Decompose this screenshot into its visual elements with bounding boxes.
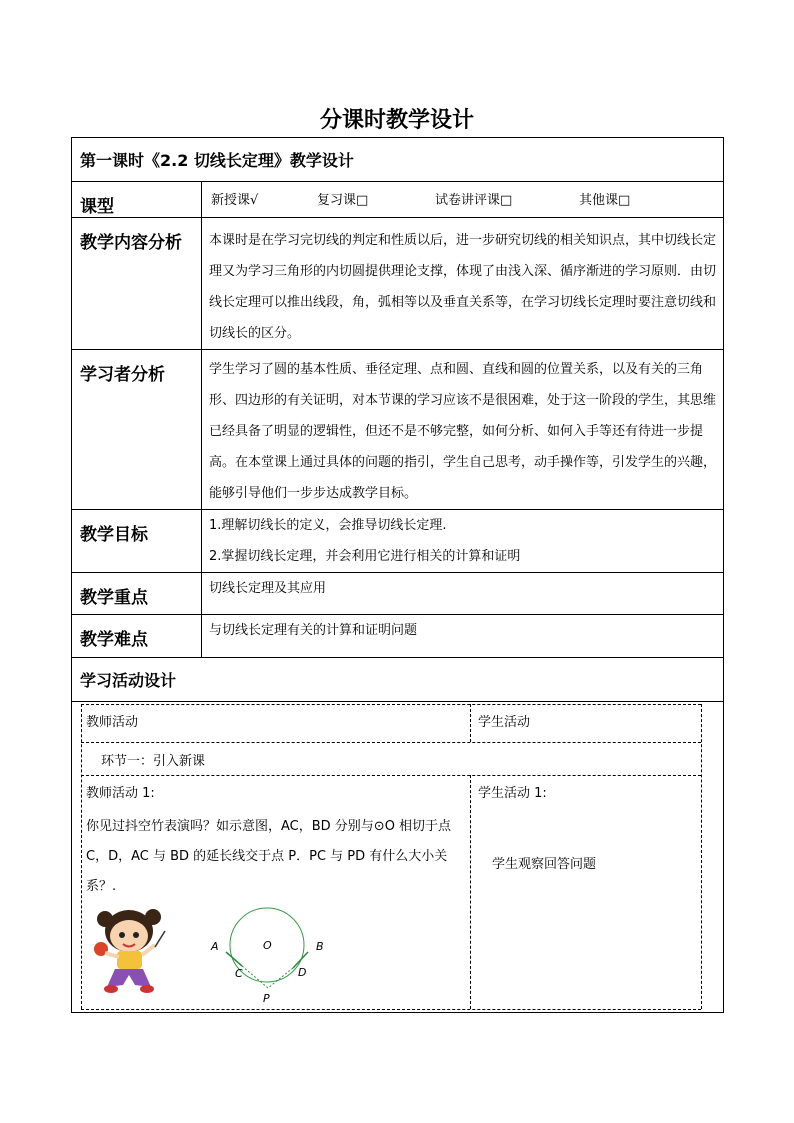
goals-label: 教学目标 — [72, 510, 202, 573]
point-a-label: A — [211, 940, 219, 953]
point-c-label: C — [235, 967, 243, 980]
key-points-label: 教学重点 — [72, 573, 202, 615]
section-one-label: 环节一：引入新课 — [101, 754, 206, 769]
goal-item: 1.理解切线长的定义，会推导切线长定理. — [209, 518, 447, 533]
tangent-figure — [201, 904, 341, 1009]
course-type-review: 复习课□ — [317, 193, 369, 208]
student-activity-title: 学生活动 1: — [478, 786, 547, 801]
course-type-label: 课型 — [72, 182, 202, 218]
course-type-new: 新授课√ — [211, 193, 259, 208]
difficulties-text: 与切线长定理有关的计算和证明问题 — [202, 615, 724, 658]
course-type-options — [202, 182, 724, 218]
learner-analysis-label: 学习者分析 — [72, 350, 202, 510]
lesson-design-table — [71, 137, 724, 1013]
teacher-activity-header: 教师活动 — [86, 715, 139, 730]
student-activity-text: 学生观察回答问题 — [492, 857, 597, 872]
extension-dp — [268, 968, 293, 988]
goals-list — [202, 510, 724, 573]
page-title: 分课时教学设计 — [319, 107, 474, 133]
student-activity-header: 学生活动 — [478, 715, 531, 730]
cartoon-girl-image — [91, 903, 177, 995]
activity-inner-table — [81, 704, 711, 1010]
goal-item: 2.掌握切线长定理，并会利用它进行相关的计算和证明 — [209, 549, 521, 564]
content-analysis-label: 教学内容分析 — [72, 218, 202, 350]
key-points-text: 切线长定理及其应用 — [202, 573, 724, 615]
point-p-label: P — [263, 992, 270, 1005]
teacher-activity-title: 教师活动 1: — [86, 786, 155, 801]
difficulties-label: 教学难点 — [72, 615, 202, 658]
lesson-title: 第一课时《2.2 切线长定理》教学设计 — [72, 138, 724, 182]
learner-analysis-text: 学生学习了圆的基本性质、垂径定理、点和圆、直线和圆的位置关系，以及有关的三角形、四边形的有关证明，对本节课的学习应该不是很困难，处于这一阶段的学生，其思维已经具备了明显的逻辑性，但还不是不够完整，如何分析、如何入手等还有待进一步提高。在本堂课上通过具体的问题的指引，学生自己思考，动手操作等，引发学生的兴趣，能够引导他们一步步达成教学目标。 — [202, 350, 724, 510]
tangent-ac — [226, 952, 242, 966]
activity-design-label: 学习活动设计 — [72, 658, 724, 702]
course-type-exam-review: 试卷讲评课□ — [435, 193, 513, 208]
course-type-other: 其他课□ — [579, 193, 631, 208]
point-b-label: B — [316, 940, 324, 953]
teacher-activity-text: 你见过抖空竹表演吗？如示意图，AC，BD 分别与⊙O 相切于点 C，D，AC 与 BD 的延长线交于点 P．PC 与 PD 有什么大小关系？. — [86, 819, 452, 894]
extension-cp — [242, 966, 268, 988]
content-analysis-text: 本课时是在学习完切线的判定和性质以后，进一步研究切线的相关知识点，其中切线长定理又为学习三角形的内切圆提供理论支撑，体现了由浅入深、循序渐进的学习原则．由切线长定理可以推出线段，角，弧相等以及垂直关系等，在学习切线长定理时要注意切线和切线长的区分。 — [202, 218, 724, 350]
activity-design-area — [72, 702, 724, 1013]
point-d-label: D — [298, 966, 307, 979]
point-o-label: O — [263, 939, 272, 952]
